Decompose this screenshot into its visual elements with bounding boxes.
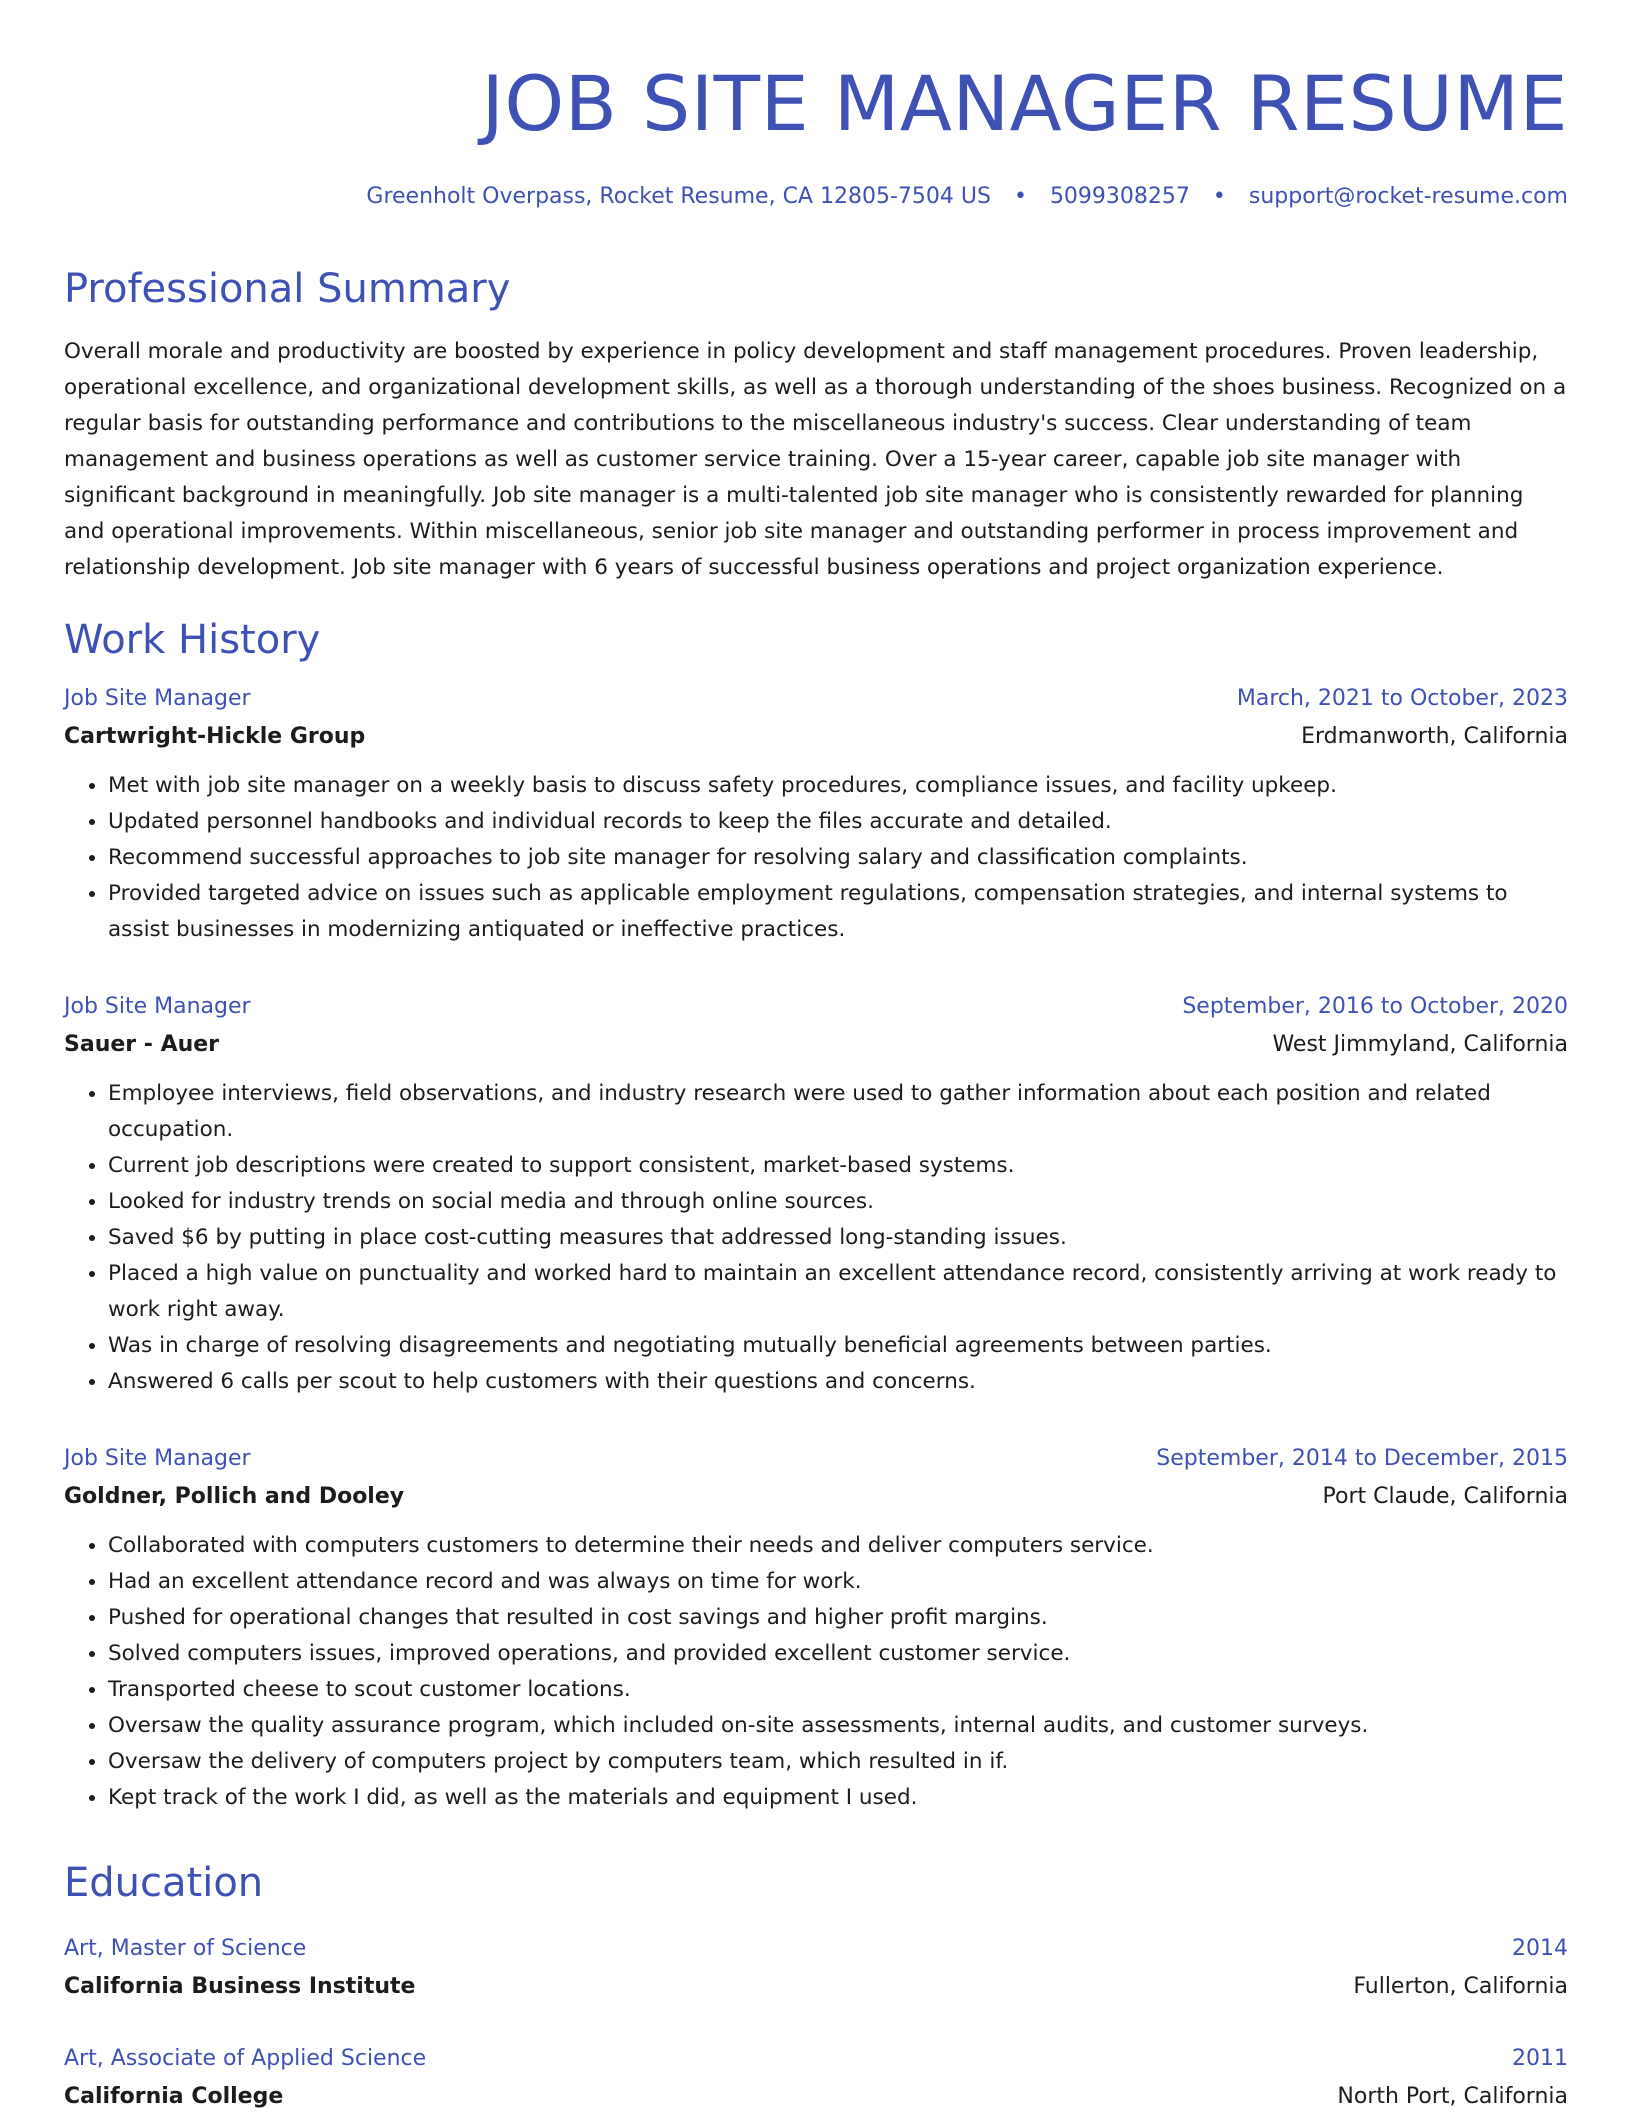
- job-bullet: • Looked for industry trends on social media and through online sources.: [108, 1184, 1568, 1220]
- job-bullet: • Answered 6 calls per scout to help customers with their questions and concerns.: [108, 1364, 1568, 1400]
- job-bullet: • Oversaw the delivery of computers project by computers team, which resulted in if.: [108, 1744, 1568, 1780]
- job-dates: March, 2021 to October, 2023: [1236, 686, 1568, 711]
- graduation-year: 2011: [1512, 2046, 1568, 2071]
- job-entry: [64, 1440, 1568, 1816]
- degree-name: Art, Associate of Applied Science: [64, 2046, 427, 2071]
- job-bullet: • Oversaw the quality assurance program, which included on-site assessments, internal audits, and customer surveys.: [108, 1708, 1568, 1744]
- job-bullet: • Was in charge of resolving disagreements and negotiating mutually beneficial agreements between parties.: [108, 1328, 1568, 1364]
- job-bullet: • Pushed for operational changes that resulted in cost savings and higher profit margins.: [108, 1600, 1568, 1636]
- job-bullet: • Met with job site manager on a weekly basis to discuss safety procedures, compliance issues, and facility upkeep.: [108, 768, 1568, 804]
- graduation-year: 2014: [1512, 1936, 1568, 1961]
- job-bullet: • Employee interviews, field observations, and industry research were used to gather information about each position and related occupation.: [108, 1076, 1568, 1148]
- job-title: Job Site Manager: [64, 1446, 251, 1471]
- job-title: Job Site Manager: [64, 994, 251, 1019]
- job-bullet: • Current job descriptions were created to support consistent, market-based systems.: [108, 1148, 1568, 1184]
- contact-line: [366, 182, 1568, 212]
- school-name: California College: [64, 2084, 284, 2109]
- job-bullet: • Transported cheese to scout customer locations.: [108, 1672, 1568, 1708]
- company-name: Goldner, Pollich and Dooley: [64, 1484, 405, 1509]
- work-history-heading: Work History: [64, 617, 321, 663]
- job-bullet: • Placed a high value on punctuality and worked hard to maintain an excellent attendance record, consistently arriving at work ready to work right away.: [108, 1256, 1568, 1328]
- resume-title: JOB SITE MANAGER RESUME: [481, 59, 1568, 148]
- separator-dot: •: [1013, 184, 1027, 209]
- job-entry: [64, 988, 1568, 1400]
- job-bullet: • Had an excellent attendance record and was always on time for work.: [108, 1564, 1568, 1600]
- company-name: Sauer - Auer: [64, 1032, 220, 1057]
- school-location: Fullerton, California: [1353, 1974, 1568, 1999]
- summary-heading: Professional Summary: [64, 266, 511, 312]
- job-entry: [64, 680, 1568, 948]
- education-heading: Education: [64, 1860, 264, 1906]
- job-bullet: • Saved $6 by putting in place cost-cutting measures that addressed long-standing issues.: [108, 1220, 1568, 1256]
- education-entry: [64, 2040, 1568, 2116]
- degree-name: Art, Master of Science: [64, 1936, 307, 1961]
- phone-text: 5099308257: [1049, 184, 1190, 209]
- job-location: West Jimmyland, California: [1272, 1032, 1568, 1057]
- job-dates: September, 2014 to December, 2015: [1156, 1446, 1568, 1471]
- job-title: Job Site Manager: [64, 686, 251, 711]
- school-location: North Port, California: [1337, 2084, 1568, 2109]
- job-bullet: • Kept track of the work I did, as well as the materials and equipment I used.: [108, 1780, 1568, 1816]
- company-name: Cartwright-Hickle Group: [64, 724, 366, 749]
- job-dates: September, 2016 to October, 2020: [1182, 994, 1568, 1019]
- education-entry: [64, 1930, 1568, 2006]
- job-bullet: • Recommend successful approaches to job site manager for resolving salary and classification complaints.: [108, 840, 1568, 876]
- job-bullets: [64, 1076, 1568, 1400]
- job-location: Erdmanworth, California: [1301, 724, 1568, 749]
- job-bullet: • Provided targeted advice on issues such as applicable employment regulations, compensation strategies, and internal systems to assist businesses in modernizing antiquated or ineffective practices.: [108, 876, 1568, 948]
- job-bullets: [64, 768, 1568, 948]
- school-name: California Business Institute: [64, 1974, 416, 1999]
- job-bullet: • Collaborated with computers customers to determine their needs and deliver computers service.: [108, 1528, 1568, 1564]
- job-bullets: [64, 1528, 1568, 1816]
- separator-dot: •: [1212, 184, 1226, 209]
- email-link[interactable]: support@rocket-resume.com: [1248, 184, 1568, 209]
- job-bullet: • Updated personnel handbooks and individual records to keep the files accurate and detailed.: [108, 804, 1568, 840]
- job-bullet: • Solved computers issues, improved operations, and provided excellent customer service.: [108, 1636, 1568, 1672]
- job-location: Port Claude, California: [1322, 1484, 1568, 1509]
- summary-text: Overall morale and productivity are boosted by experience in policy development and staff management procedures. Proven leadership, operational excellence, and organizational development skills, as well as a thorough understanding of the shoes business. Recognized on a regular basis for outstanding performance and contributions to the miscellaneous industry's success. Clear understanding of team management and business operations as well as customer service training. Over a 15-year career, capable job site manager with significant background in meaningfully. Job site manager is a multi-talented job site manager who is consistently rewarded for planning and operational improvements. Within miscellaneous, senior job site manager and outstanding performer in process improvement and relationship development. Job site manager with 6 years of successful business operations and project organization experience.: [64, 339, 1567, 580]
- address-text: Greenholt Overpass, Rocket Resume, CA 12805-7504 US: [366, 184, 991, 209]
